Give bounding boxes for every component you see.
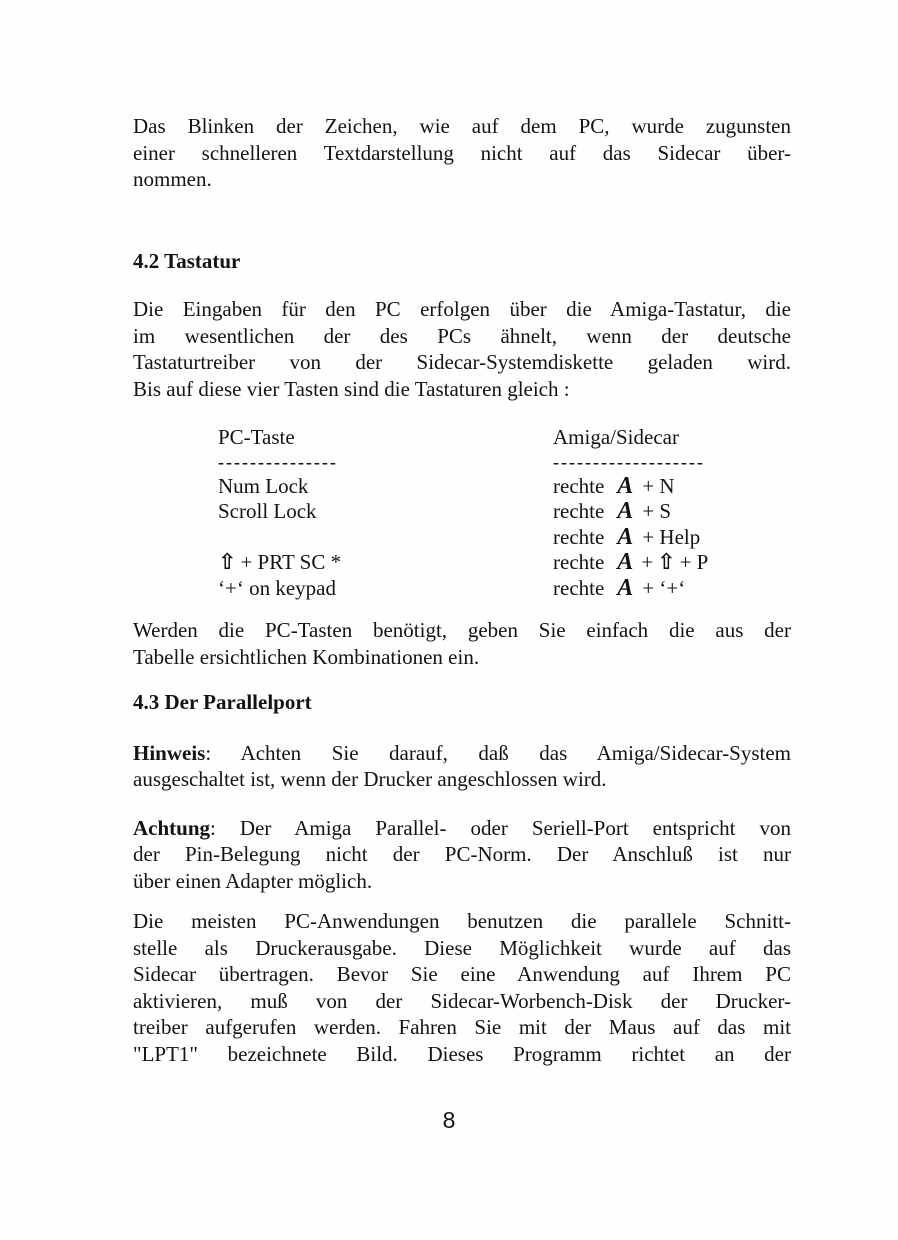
- text-line: Werden die PC-Tasten benötigt, geben Sie einfach die aus der: [133, 618, 791, 642]
- divider-dashes: -------------------: [553, 451, 705, 472]
- page-number: 8: [442, 1107, 456, 1133]
- table-row: [133, 499, 791, 525]
- column-header-amiga-sidecar: Amiga/Sidecar: [553, 425, 679, 449]
- text-line: [133, 740, 791, 767]
- text-segment: rechte: [553, 550, 605, 574]
- text-segment: rechte: [553, 473, 605, 498]
- text-line: im wesentlichen der des PCs ähnelt, wenn der deutsche: [133, 323, 791, 348]
- text-segment: : Der Amiga Parallel- oder Seriell-Port entspricht von: [210, 815, 791, 840]
- text-segment: + S: [642, 499, 672, 523]
- table-header-row: [133, 425, 791, 451]
- text-line: der Pin-Belegung nicht der PC-Norm. Der Anschluß ist nur: [133, 842, 791, 866]
- amiga-key-icon: A: [617, 574, 634, 601]
- text-segment: +: [641, 550, 654, 574]
- text-line: Das Blinken der Zeichen, wie auf dem PC, wurde zugunsten: [133, 114, 791, 138]
- text-segment: + P: [679, 550, 709, 574]
- hinweis-label: Hinweis: [133, 740, 206, 765]
- pc-key-cell: [218, 525, 553, 551]
- table-row: [133, 525, 791, 551]
- achtung-label: Achtung: [133, 815, 211, 840]
- text-segment: rechte: [553, 575, 605, 600]
- text-segment: rechte: [553, 524, 605, 549]
- section-heading-parallelport: 4.3 Der Parallelport: [133, 690, 312, 714]
- text-line: einer schnelleren Textdarstellung nicht auf das Sidecar über-: [133, 140, 791, 165]
- text-segment: + N: [642, 473, 675, 498]
- text-segment: + Help: [642, 524, 701, 549]
- text-segment: + ‘+‘: [642, 575, 686, 600]
- shift-icon: ⇧: [218, 550, 237, 575]
- paragraph-hinweis: [133, 740, 791, 793]
- table-row: [133, 576, 791, 602]
- pc-key-cell: [218, 550, 553, 576]
- text-segment: : Achten Sie darauf, daß das Amiga/Sidecar-System: [205, 740, 791, 765]
- paragraph-eingaben: [133, 296, 791, 402]
- pc-key-cell: ‘+‘ on keypad: [218, 575, 336, 600]
- shift-icon: ⇧: [657, 550, 676, 575]
- text-line: [133, 815, 791, 842]
- column-header-pc-taste: PC-Taste: [218, 425, 295, 449]
- text-line: Sidecar übertragen. Bevor Sie eine Anwendung auf Ihrem PC: [133, 962, 791, 986]
- amiga-key-icon: A: [617, 549, 634, 575]
- amiga-combo-cell: [553, 474, 791, 500]
- amiga-combo-cell: [553, 576, 791, 602]
- paragraph-achtung: [133, 815, 791, 895]
- text-line: Tastaturtreiber von der Sidecar-Systemdiskette geladen wird.: [133, 350, 791, 374]
- key-mapping-table: [133, 425, 791, 601]
- page-content: [133, 113, 791, 1067]
- text-line: Die Eingaben für den PC erfolgen über die Amiga-Tastatur, die: [133, 297, 791, 321]
- text-segment: + PRT SC *: [240, 550, 342, 574]
- paragraph-blinken: [133, 113, 791, 193]
- text-line: Tabelle ersichtlichen Kombinationen ein.: [133, 644, 480, 669]
- text-line: ausgeschaltet ist, wenn der Drucker angeschlossen wird.: [133, 767, 607, 791]
- text-line: "LPT1" bezeichnete Bild. Dieses Programm richtet an der: [133, 1041, 791, 1066]
- amiga-key-icon: A: [617, 472, 634, 499]
- table-divider-row: [133, 451, 791, 474]
- section-heading-tastatur: 4.2 Tastatur: [133, 248, 241, 273]
- table-row: [133, 474, 791, 500]
- paragraph-lpt: [133, 908, 791, 1067]
- amiga-combo-cell: [553, 525, 791, 551]
- amiga-key-icon: A: [617, 498, 634, 524]
- pc-key-cell: Scroll Lock: [218, 499, 317, 523]
- amiga-key-icon: A: [617, 523, 634, 550]
- text-line: aktivieren, muß von der Sidecar-Worbench-Disk der Drucker-: [133, 988, 791, 1013]
- text-line: nommen.: [133, 167, 212, 191]
- text-line: Die meisten PC-Anwendungen benutzen die parallele Schnitt-: [133, 909, 791, 933]
- text-segment: rechte: [553, 499, 605, 523]
- text-line: treiber aufgerufen werden. Fahren Sie mit der Maus auf das mit: [133, 1015, 791, 1039]
- paragraph-werden: [133, 617, 791, 670]
- amiga-combo-cell: [553, 550, 791, 576]
- pc-key-cell: Num Lock: [218, 473, 309, 498]
- text-line: über einen Adapter möglich.: [133, 868, 373, 893]
- text-line: stelle als Druckerausgabe. Diese Möglichkeit wurde auf das: [133, 935, 791, 960]
- table-row: [133, 550, 791, 576]
- divider-dashes: ---------------: [218, 451, 338, 472]
- text-line: Bis auf diese vier Tasten sind die Tastaturen gleich :: [133, 376, 570, 401]
- amiga-combo-cell: [553, 499, 791, 525]
